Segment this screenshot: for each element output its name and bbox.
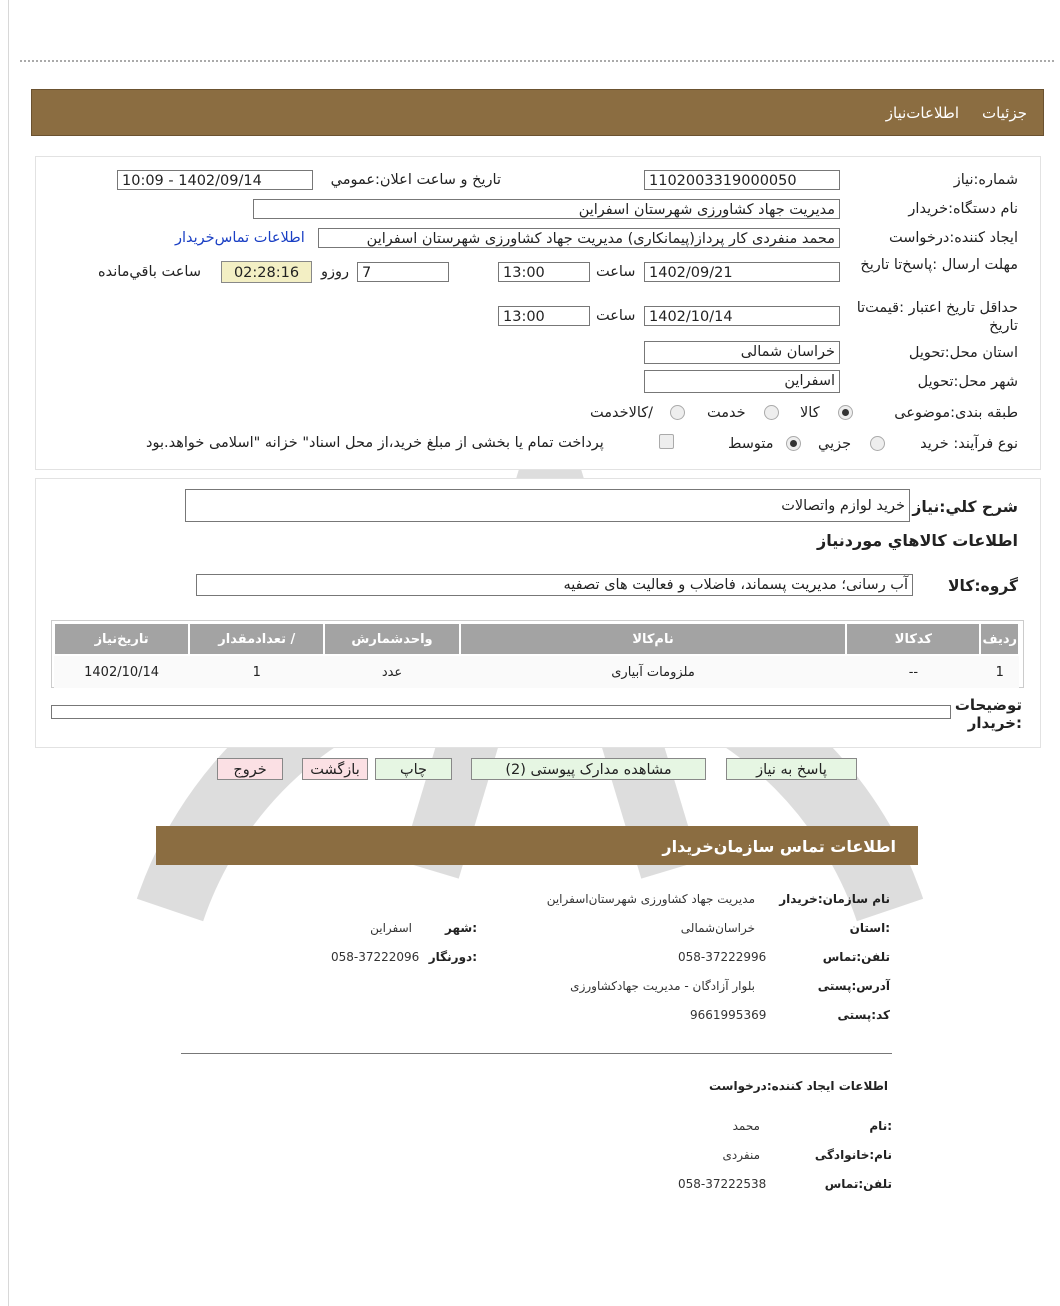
table-row bbox=[54, 655, 1019, 688]
cell-quantity: 1 bbox=[189, 655, 324, 688]
category-goods-service-radio[interactable] bbox=[670, 405, 685, 420]
tab-details[interactable]: جزئيات bbox=[982, 104, 1027, 122]
deadline-hour-label: ساعت bbox=[596, 264, 636, 280]
process-partial-label: جزيي bbox=[818, 436, 852, 452]
deadline-label: مهلت ارسال :پاسخ‌تا تاريخ bbox=[860, 257, 1018, 273]
items-table bbox=[53, 622, 1020, 688]
price-valid-label: حداقل تاريخ اعتبار :قيمت‌تا تاريخ bbox=[856, 300, 1018, 334]
goods-info-title: اطلاعات کالاهاي موردنياز bbox=[817, 531, 1018, 550]
requester-phone-value: 058-37222538 bbox=[678, 1177, 767, 1191]
requester-first-name-value: محمد bbox=[732, 1119, 760, 1133]
contact-postal-value: 9661995369 bbox=[690, 1008, 767, 1022]
col-name: نام‌کالا bbox=[460, 623, 847, 655]
contact-fax-label: :دورنگار bbox=[428, 950, 477, 964]
price-valid-date-field: 1402/10/14 bbox=[644, 306, 840, 326]
page-left-border bbox=[8, 0, 9, 1306]
description-field: خرید لوازم واتصالات bbox=[185, 489, 910, 522]
col-code: کدکالا bbox=[846, 623, 980, 655]
category-label: طبقه بندی:موضوعی bbox=[894, 405, 1018, 421]
category-service-label: خدمت bbox=[707, 405, 746, 421]
remaining-label: ساعت باقي‌مانده bbox=[98, 264, 201, 280]
org-name-label: نام سازمان:خريدار bbox=[779, 892, 890, 906]
col-quantity: / تعدادمقدار bbox=[189, 623, 324, 655]
city-label: شهر محل:تحويل bbox=[917, 374, 1018, 390]
deadline-date-field: 1402/09/21 bbox=[644, 262, 840, 282]
day-label: روزو bbox=[321, 264, 350, 280]
requester-phone-label: تلفن:تماس bbox=[824, 1177, 892, 1191]
process-partial-radio[interactable] bbox=[870, 436, 885, 451]
city-field: اسفراين bbox=[644, 370, 840, 393]
contact-city-value: اسفراين bbox=[370, 921, 412, 935]
treasury-payment-note: پرداخت تمام يا بخشی از مبلغ خريد،از محل اسناد" خزانه "اسلامی خواهد.بود bbox=[146, 435, 604, 451]
col-row: رديف bbox=[980, 623, 1019, 655]
announce-label: تاريخ و ساعت اعلان:عمومي bbox=[330, 172, 501, 188]
contact-phone-value: 058-37222996 bbox=[678, 950, 767, 964]
dotted-divider bbox=[20, 60, 1054, 62]
header-bar bbox=[31, 89, 1044, 136]
province-label: استان محل:تحويل bbox=[908, 345, 1018, 361]
price-valid-hour-label: ساعت bbox=[596, 308, 636, 324]
reply-button[interactable]: پاسخ به نياز bbox=[726, 758, 857, 780]
province-field: خراسان شمالی bbox=[644, 341, 840, 364]
cell-unit: عدد bbox=[324, 655, 459, 688]
cell-row: 1 bbox=[980, 655, 1019, 688]
treasury-payment-checkbox[interactable] bbox=[659, 434, 674, 449]
buyer-org-label: نام دستگاه:خريدار bbox=[908, 201, 1018, 217]
category-goods-service-label: /کالاخدمت bbox=[590, 405, 654, 421]
contact-city-label: :شهر bbox=[445, 921, 477, 935]
contact-province-label: :استان bbox=[849, 921, 890, 935]
contact-address-value: بلوار آزادگان - مدیریت جهادکشاورزی bbox=[570, 979, 755, 993]
contact-province-value: خراسان‌شمالی bbox=[680, 921, 755, 935]
process-label: نوع فرآيند: خريد bbox=[920, 436, 1018, 452]
creator-field: محمد منفردی کار پرداز(پیمانکاری) مديريت جهاد کشاورزی شهرستان اسفراين bbox=[318, 228, 840, 248]
category-goods-label: کالا bbox=[800, 405, 820, 421]
contact-fax-value: 058-37222096 bbox=[331, 950, 420, 964]
requester-title: اطلاعات ايجاد کننده:درخواست bbox=[708, 1079, 888, 1093]
requester-last-name-label: نام:خانوادگی bbox=[814, 1148, 892, 1162]
need-number-field: 1102003319000050 bbox=[644, 170, 840, 190]
buyer-notes-label: توضيحات :خريدار bbox=[954, 696, 1022, 732]
org-name-value: مديريت جهاد کشاورزی شهرستان‌اسفراين bbox=[546, 892, 755, 906]
contact-phone-label: تلفن:تماس bbox=[822, 950, 890, 964]
announce-field: 1402/09/14 - 10:09 bbox=[117, 170, 313, 190]
contact-address-label: آدرس:پستی bbox=[817, 979, 890, 993]
requester-first-name-label: :نام bbox=[869, 1119, 892, 1133]
exit-button[interactable]: خروج bbox=[217, 758, 283, 780]
buyer-contact-title: اطلاعات تماس سازمان‌خريدار bbox=[662, 837, 896, 856]
cell-name: ملزومات آبیاری bbox=[460, 655, 847, 688]
goods-group-label: گروه:کالا bbox=[947, 577, 1018, 595]
contact-postal-label: کد:پستی bbox=[837, 1008, 890, 1022]
category-goods-radio[interactable] bbox=[838, 405, 853, 420]
col-unit: واحدشمارش bbox=[324, 623, 459, 655]
requester-last-name-value: منفردی bbox=[722, 1148, 760, 1162]
buyer-notes-field bbox=[51, 705, 951, 719]
category-service-radio[interactable] bbox=[764, 405, 779, 420]
col-need-date: تاريخ‌نياز bbox=[54, 623, 189, 655]
buyer-contact-bar bbox=[156, 826, 918, 865]
cell-code: -- bbox=[846, 655, 980, 688]
print-button[interactable]: چاپ bbox=[375, 758, 452, 780]
process-medium-label: متوسط bbox=[728, 436, 774, 452]
need-number-label: شماره:نیاز bbox=[953, 172, 1018, 188]
tab-need-info[interactable]: اطلاعات‌نياز bbox=[885, 104, 959, 122]
back-button[interactable]: بازگشت bbox=[302, 758, 368, 780]
goods-group-field: آب رسانی؛ مدیریت پسماند، فاضلاب و فعالیت های تصفیه bbox=[196, 574, 913, 596]
countdown-timer: 02:28:16 bbox=[221, 261, 312, 283]
description-label: شرح کلي:نياز bbox=[912, 498, 1018, 516]
deadline-time-field: 13:00 bbox=[498, 262, 590, 282]
creator-label: ايجاد کننده:درخواست bbox=[889, 230, 1018, 246]
days-field: 7 bbox=[357, 262, 449, 282]
view-attachments-button[interactable]: مشاهده مدارک پيوستی (2) bbox=[471, 758, 706, 780]
cell-need-date: 1402/10/14 bbox=[54, 655, 189, 688]
price-valid-time-field: 13:00 bbox=[498, 306, 590, 326]
process-medium-radio[interactable] bbox=[786, 436, 801, 451]
buyer-org-field: مديريت جهاد کشاورزی شهرستان اسفراين bbox=[253, 199, 840, 219]
contact-divider bbox=[181, 1053, 892, 1054]
buyer-contact-link[interactable]: اطلاعات تماس‌خريدار bbox=[175, 230, 305, 246]
